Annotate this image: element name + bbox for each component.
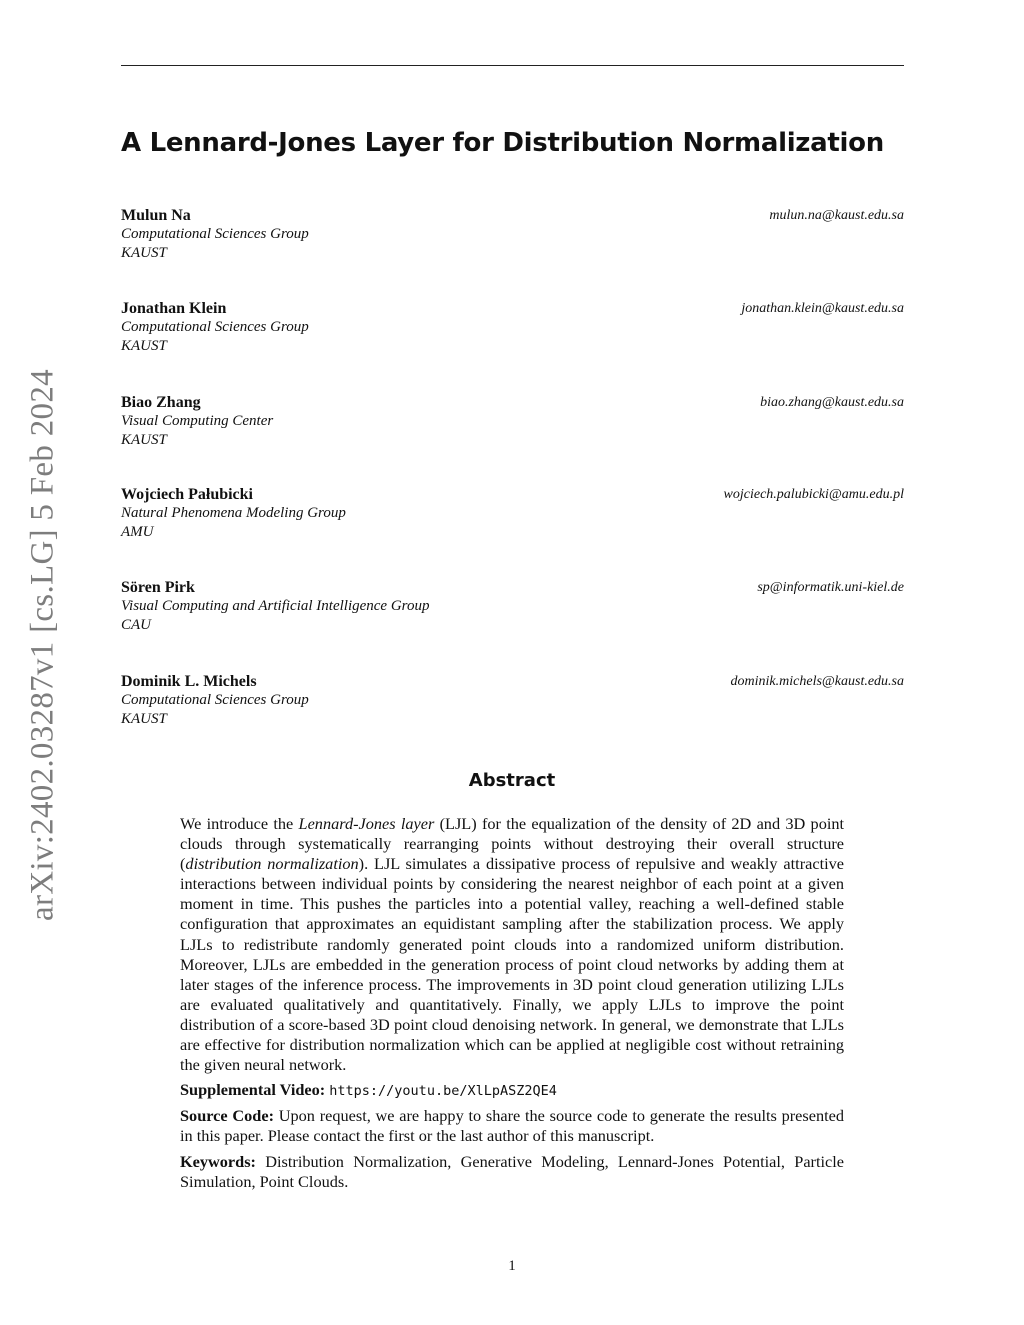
author-block [121, 206, 904, 266]
author-email[interactable]: wojciech.palubicki@amu.edu.pl [723, 487, 904, 502]
author-email[interactable]: mulun.na@kaust.edu.sa [769, 208, 904, 223]
author-institution: KAUST [121, 338, 167, 354]
abstract-body [180, 814, 844, 1192]
author-affiliation: Visual Computing Center [121, 413, 274, 429]
author-block [121, 578, 904, 638]
author-affiliation: Computational Sciences Group [121, 692, 309, 708]
author-affiliation: Visual Computing and Artificial Intelligence Group [121, 598, 430, 614]
author-block [121, 672, 904, 732]
supplemental-label: Supplemental Video: [180, 1080, 326, 1100]
author-block [121, 393, 904, 453]
keywords [180, 1152, 844, 1192]
author-name: Wojciech Pałubicki [121, 486, 253, 503]
author-name: Dominik L. Michels [121, 673, 257, 690]
author-name: Mulun Na [121, 207, 191, 224]
top-rule [121, 65, 904, 66]
supplemental-video [180, 1080, 844, 1101]
abstract-text: (LJL) for the equalization of the density of 2D and 3D point clouds through systematically rearranging points without destroying their overall structure ( [180, 814, 845, 874]
author-name: Sören Pirk [121, 579, 195, 596]
abstract-text: ). LJL simulates a dissipative process of repulsive and weakly attractive interactions between individual points by considering the nearest neighbor of each point at a given moment in time. This pushes the particles into a potential valley, reaching a well-defined stable configuration that approximates an equidistant sampling after the stabilization process. We apply LJLs to redistribute randomly generated point clouds into a randomized uniform distribution. Moreover, LJLs are embedded in the generation process of point cloud networks by adding them at later stages of the inference process. The improvements in 3D point cloud generation utilizing LJLs are evaluated qualitatively and quantitatively. Finally, we apply LJLs to improve the point distribution of a score-based 3D point cloud denoising network. In general, we demonstrate that LJLs are effective for distribution normalization which can be applied at negligible cost without retraining the given neural network. [180, 854, 844, 1075]
abstract-emphasis: Lennard-Jones layer [298, 814, 435, 833]
source-code-label: Source Code: [180, 1106, 274, 1126]
keywords-text: Distribution Normalization, Generative Modeling, Lennard-Jones Potential, Particle Simulation, Point Clouds. [180, 1151, 844, 1191]
author-institution: KAUST [121, 245, 167, 261]
author-institution: KAUST [121, 711, 167, 727]
page-number: 1 [508, 1258, 516, 1274]
abstract-emphasis: distribution normalization [185, 854, 359, 874]
source-code-note [180, 1106, 844, 1146]
abstract-paragraph [180, 814, 844, 1075]
supplemental-link[interactable]: https://youtu.be/XlLpASZ2QE4 [329, 1083, 557, 1100]
source-code-text: Upon request, we are happy to share the source code to generate the results presented in this paper. Please contact the first or the last author of this manuscript. [180, 1106, 844, 1146]
paper-title: A Lennard-Jones Layer for Distribution Normalization [121, 128, 884, 158]
arxiv-stamp-text: arXiv:2402.03287v1 [cs.LG] 5 Feb 2024 [24, 369, 61, 921]
author-institution: AMU [121, 524, 154, 540]
author-institution: KAUST [121, 432, 167, 448]
author-email[interactable]: jonathan.klein@kaust.edu.sa [741, 301, 904, 316]
author-name: Biao Zhang [121, 394, 201, 411]
author-email[interactable]: dominik.michels@kaust.edu.sa [730, 674, 904, 689]
author-institution: CAU [121, 617, 151, 633]
author-block [121, 299, 904, 359]
author-name: Jonathan Klein [121, 300, 227, 317]
abstract-text: We introduce the [180, 814, 299, 833]
author-block [121, 485, 904, 545]
author-email[interactable]: sp@informatik.uni-kiel.de [757, 580, 904, 595]
author-email[interactable]: biao.zhang@kaust.edu.sa [760, 395, 904, 410]
author-affiliation: Natural Phenomena Modeling Group [121, 505, 346, 521]
keywords-label: Keywords: [180, 1151, 256, 1171]
author-affiliation: Computational Sciences Group [121, 226, 309, 242]
abstract-heading: Abstract [468, 770, 556, 791]
author-affiliation: Computational Sciences Group [121, 319, 309, 335]
